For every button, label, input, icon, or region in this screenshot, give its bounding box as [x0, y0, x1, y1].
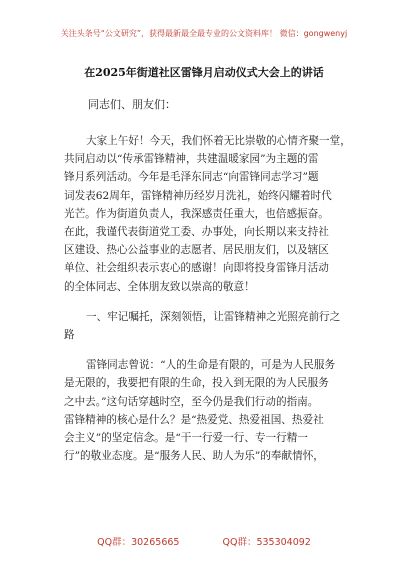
- footer-qq-group-2: QQ群：535304092: [222, 537, 311, 548]
- text-line: 雷锋同志曾说：“人的生命是有限的，可是为人民服务: [86, 359, 336, 372]
- text-line: 锋月系列活动。今年是毛泽东同志“向雷锋同志学习”题: [64, 171, 319, 184]
- document-body: [64, 132, 349, 477]
- text-line: 会主义”的坚定信念。是“干一行爱一行、专一行精一: [64, 432, 308, 445]
- text-line: 一、牢记嘱托，深刻领悟，让雷锋精神之光照亮前行之: [86, 310, 341, 323]
- text-line: 大家上午好！今天，我们怀着无比崇敬的心情齐聚一堂，: [86, 135, 351, 147]
- paragraph-section-1: [64, 356, 349, 465]
- text-line: 之中去。”这句话穿越时空，至今仍是我们行动的指南。: [64, 395, 319, 408]
- section-heading-1: [64, 308, 349, 344]
- text-line: 的全体同志、全体朋友致以崇高的敬意！: [64, 280, 255, 293]
- text-line: 单位、社会组织表示衷心的感谢！向即将投身雷锋月活动: [64, 262, 329, 275]
- text-line: 光芒。作为街道负责人，我深感责任重大，也倍感振奋。: [64, 207, 329, 220]
- paragraph-opening: [64, 132, 349, 296]
- footer-qq-group-1: QQ群：30265665: [97, 537, 180, 548]
- document-title: 在2025年街道社区雷锋月启动仪式大会上的讲话: [84, 66, 324, 79]
- text-line: 共同启动以“传承雷锋精神，共建温暖家园”为主题的雷: [64, 153, 319, 166]
- text-line: 雷锋精神的核心是什么？是“热爱党、热爱祖国、热爱社: [64, 413, 324, 426]
- footer-qq-groups: [0, 534, 408, 548]
- salutation: 同志们、朋友们：: [88, 98, 176, 111]
- text-line: 区建设、热心公益事业的志愿者、居民朋友们，以及辖区: [64, 244, 329, 257]
- text-line: 在此，我谨代表街道党工委、办事处，向长期以来支持社: [64, 226, 329, 239]
- text-line: 是无限的，我要把有限的生命，投入到无限的为人民服务: [64, 377, 329, 390]
- text-line: 路: [64, 329, 75, 342]
- text-line: 词发表62周年，雷锋精神历经岁月洗礼，始终闪耀着时代: [64, 189, 332, 202]
- text-line: 行”的敬业态度。是“服务人民、助人为乐”的奉献情怀，: [64, 450, 324, 463]
- header-promo-note: 关注头条号“公文研究”，获得最新最全最专业的公文资料库！ 微信：gongwenyj: [60, 29, 348, 38]
